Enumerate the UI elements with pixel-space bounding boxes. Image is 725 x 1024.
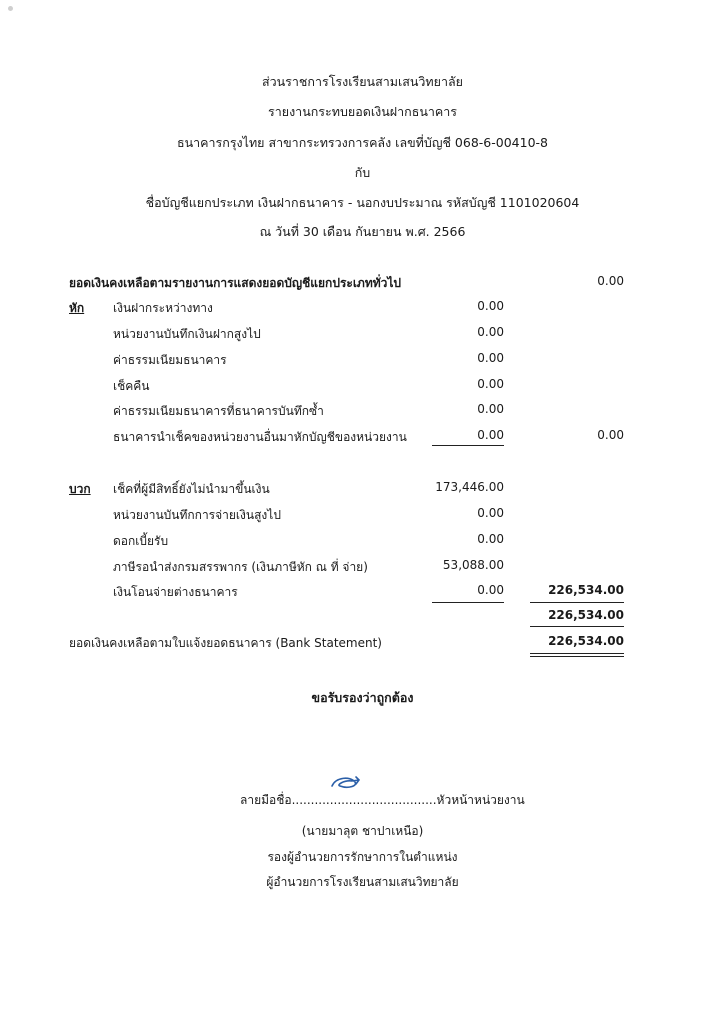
signature-position: หัวหน้าหน่วยงาน xyxy=(436,793,525,807)
scan-dot xyxy=(8,6,13,11)
deduct-item-amount: 0.00 xyxy=(477,402,504,416)
add-subtotal: 226,534.00 xyxy=(548,608,624,622)
deduct-item: ค่าธรรมเนียมธนาคารที่ธนาคารบันทึกซ้ำ xyxy=(113,404,324,418)
deduct-item: ค่าธรรมเนียมธนาคาร xyxy=(113,353,227,367)
deduct-underline xyxy=(432,445,504,446)
add-total: 226,534.00 xyxy=(548,583,624,597)
double-underline-bottom xyxy=(530,656,624,657)
deduct-item: หน่วยงานบันทึกเงินฝากสูงไป xyxy=(113,327,261,341)
deduct-item: ธนาคารนำเช็คของหน่วยงานอื่นมาหักบัญชีของหน่วยงาน xyxy=(113,430,407,444)
deduct-item-amount: 0.00 xyxy=(477,325,504,339)
bank-statement-amount: 226,534.00 xyxy=(548,634,624,648)
signature-dots: ...................................... xyxy=(291,793,437,807)
subtotal-underline xyxy=(530,626,624,627)
deduct-item-amount: 0.00 xyxy=(477,377,504,391)
deduct-item-amount: 0.00 xyxy=(477,299,504,313)
header-date: ณ วันที่ 30 เดือน กันยายน พ.ศ. 2566 xyxy=(259,224,466,239)
deduct-label: หัก xyxy=(69,301,85,315)
signer-name: (นายมาลุต ชาปาเหนือ) xyxy=(301,824,424,838)
add-items-underline xyxy=(432,602,504,603)
bank-statement-label: ยอดเงินคงเหลือตามใบแจ้งยอดธนาคาร (Bank Statement) xyxy=(69,636,382,650)
add-total-underline xyxy=(530,602,624,603)
add-item-amount: 173,446.00 xyxy=(435,480,504,494)
header-agency: ส่วนราชการโรงเรียนสามเสนวิทยาลัย xyxy=(261,74,464,89)
certify-text: ขอรับรองว่าถูกต้อง xyxy=(311,690,414,705)
signature-prefix: ลายมือชื่อ xyxy=(240,793,292,807)
deduct-item: เช็คคืน xyxy=(113,379,150,393)
header-ledger-account: ชื่อบัญชีแยกประเภท เงินฝากธนาคาร - นอกงบประมาณ รหัสบัญชี 1101020604 xyxy=(145,195,580,210)
add-item-amount: 0.00 xyxy=(477,532,504,546)
handwritten-signature xyxy=(328,773,364,793)
header-bank-account: ธนาคารกรุงไทย สาขากระทรวงการคลัง เลขที่บัญชี 068-6-00410-8 xyxy=(176,135,548,150)
add-label: บวก xyxy=(69,482,91,496)
double-underline-top xyxy=(530,653,624,654)
add-item: เช็คที่ผู้มีสิทธิ์ยังไม่นำมาขึ้นเงิน xyxy=(113,482,270,496)
add-item-amount: 0.00 xyxy=(477,583,504,597)
header-with: กับ xyxy=(354,165,371,180)
ledger-balance-amount: 0.00 xyxy=(597,274,624,288)
deduct-item: เงินฝากระหว่างทาง xyxy=(113,301,213,315)
add-item-amount: 0.00 xyxy=(477,506,504,520)
deduct-item-amount: 0.00 xyxy=(477,428,504,442)
deduct-item-amount: 0.00 xyxy=(477,351,504,365)
add-item-amount: 53,088.00 xyxy=(442,558,504,572)
signer-title-1: รองผู้อำนวยการรักษาการในตำแหน่ง xyxy=(267,850,458,864)
ledger-balance-label: ยอดเงินคงเหลือตามรายงานการแสดงยอดบัญชีแยกประเภททั่วไป xyxy=(69,276,402,290)
deduct-total: 0.00 xyxy=(597,428,624,442)
add-item: ดอกเบี้ยรับ xyxy=(113,534,169,548)
add-item: ภาษีรอนำส่งกรมสรรพากร (เงินภาษีหัก ณ ที่ จ่าย) xyxy=(113,560,368,574)
add-item: หน่วยงานบันทึกการจ่ายเงินสูงไป xyxy=(113,508,281,522)
add-item: เงินโอนจ่ายต่างธนาคาร xyxy=(113,585,238,599)
header-report-title: รายงานกระทบยอดเงินฝากธนาคาร xyxy=(268,104,457,119)
signature-line xyxy=(240,791,525,810)
signer-title-2: ผู้อำนวยการโรงเรียนสามเสนวิทยาลัย xyxy=(266,875,459,889)
